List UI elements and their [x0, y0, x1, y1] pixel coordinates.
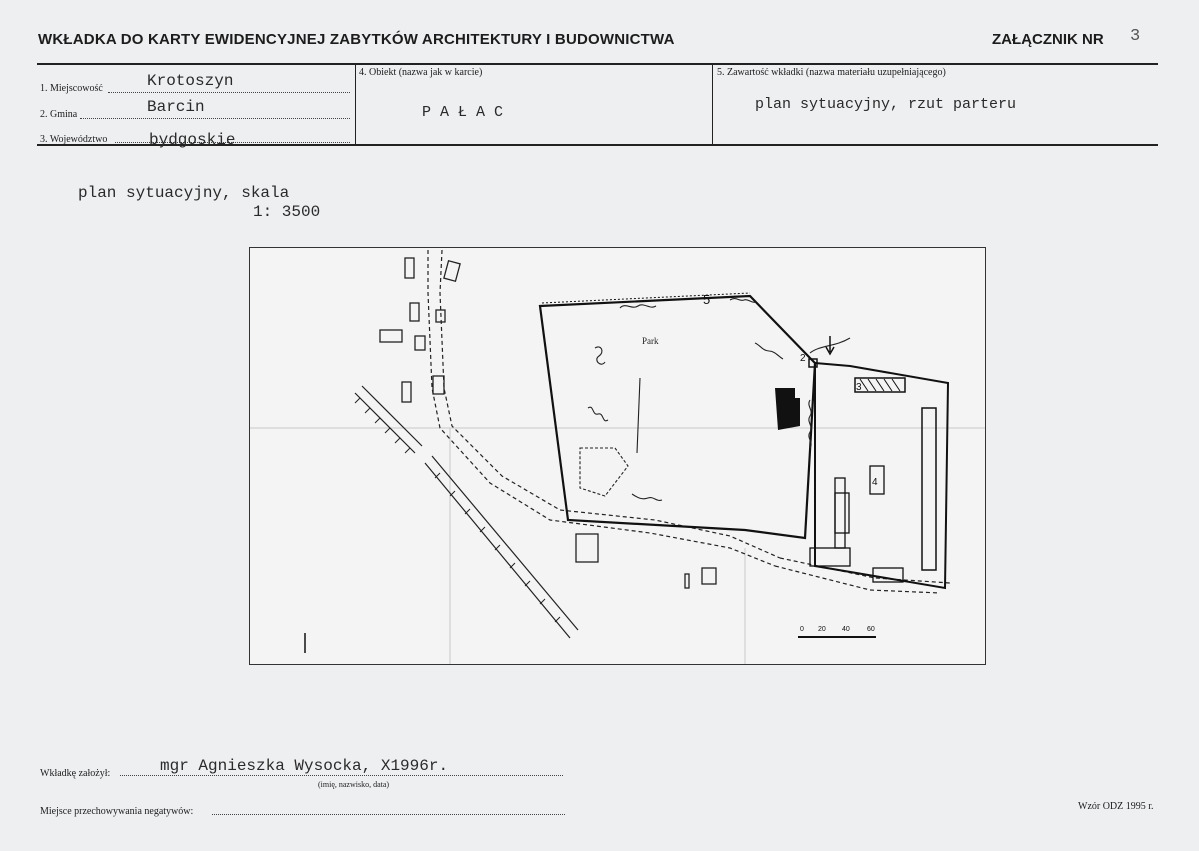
created-by-label: Wkładkę założył: [40, 768, 111, 779]
site-plan-drawing [250, 248, 985, 664]
courtyard-boundary [815, 363, 948, 588]
scale-tick-20: 20 [818, 626, 826, 633]
locality-label: 1. Miejscowość [40, 83, 103, 94]
negatives-dots [212, 813, 565, 815]
commune-dots [80, 117, 350, 119]
site-plan-figure [249, 247, 986, 665]
divider-2 [712, 63, 713, 145]
content-label: 5. Zawartość wkładki (nazwa materiału uzupełniającego) [717, 67, 946, 78]
label-5: 5 [703, 292, 711, 307]
content-value: plan sytuacyjny, rzut parteru [755, 96, 1017, 113]
annex-label: ZAŁĄCZNIK NR [992, 31, 1104, 48]
label-4: 4 [872, 477, 878, 488]
palace-building [775, 388, 800, 430]
commune-label: 2. Gmina [40, 109, 78, 120]
commune-value: Barcin [147, 98, 205, 116]
object-value: P A Ł A C [422, 104, 504, 121]
barn-south-west [835, 478, 845, 548]
barn-east [922, 408, 936, 570]
label-3: 3 [856, 382, 862, 393]
voivodeship-label: 3. Województwo [40, 134, 108, 145]
top-rule [37, 63, 1158, 65]
voivodeship-value: bydgoskie [149, 131, 236, 149]
scale-tick-60: 60 [867, 626, 875, 633]
form-id: Wzór ODZ 1995 r. [1078, 801, 1154, 812]
created-by-caption: (imię, nazwisko, data) [318, 780, 390, 789]
annex-number: 3 [1130, 27, 1141, 46]
scale-tick-40: 40 [842, 626, 850, 633]
object-label: 4. Obiekt (nazwa jak w karcie) [359, 67, 483, 78]
park-boundary [540, 296, 815, 538]
created-by-value: mgr Agnieszka Wysocka, X1996r. [160, 757, 449, 775]
scale-tick-0: 0 [800, 626, 804, 633]
locality-value: Krotoszyn [147, 72, 234, 90]
negatives-label: Miejsce przechowywania negatywów: [40, 806, 194, 817]
road-lines [355, 250, 950, 638]
label-park: Park [642, 336, 659, 346]
divider-1 [355, 63, 356, 145]
document-title: WKŁADKA DO KARTY EWIDENCYJNEJ ZABYTKÓW ARCHITEKTURY I BUDOWNICTWA [38, 31, 675, 48]
outbuildings-left [380, 258, 716, 588]
plan-caption-line2: 1: 3500 [253, 203, 321, 221]
locality-dots [108, 91, 350, 93]
plan-caption-line1: plan sytuacyjny, skala [78, 184, 290, 202]
label-2: 2 [800, 353, 806, 364]
